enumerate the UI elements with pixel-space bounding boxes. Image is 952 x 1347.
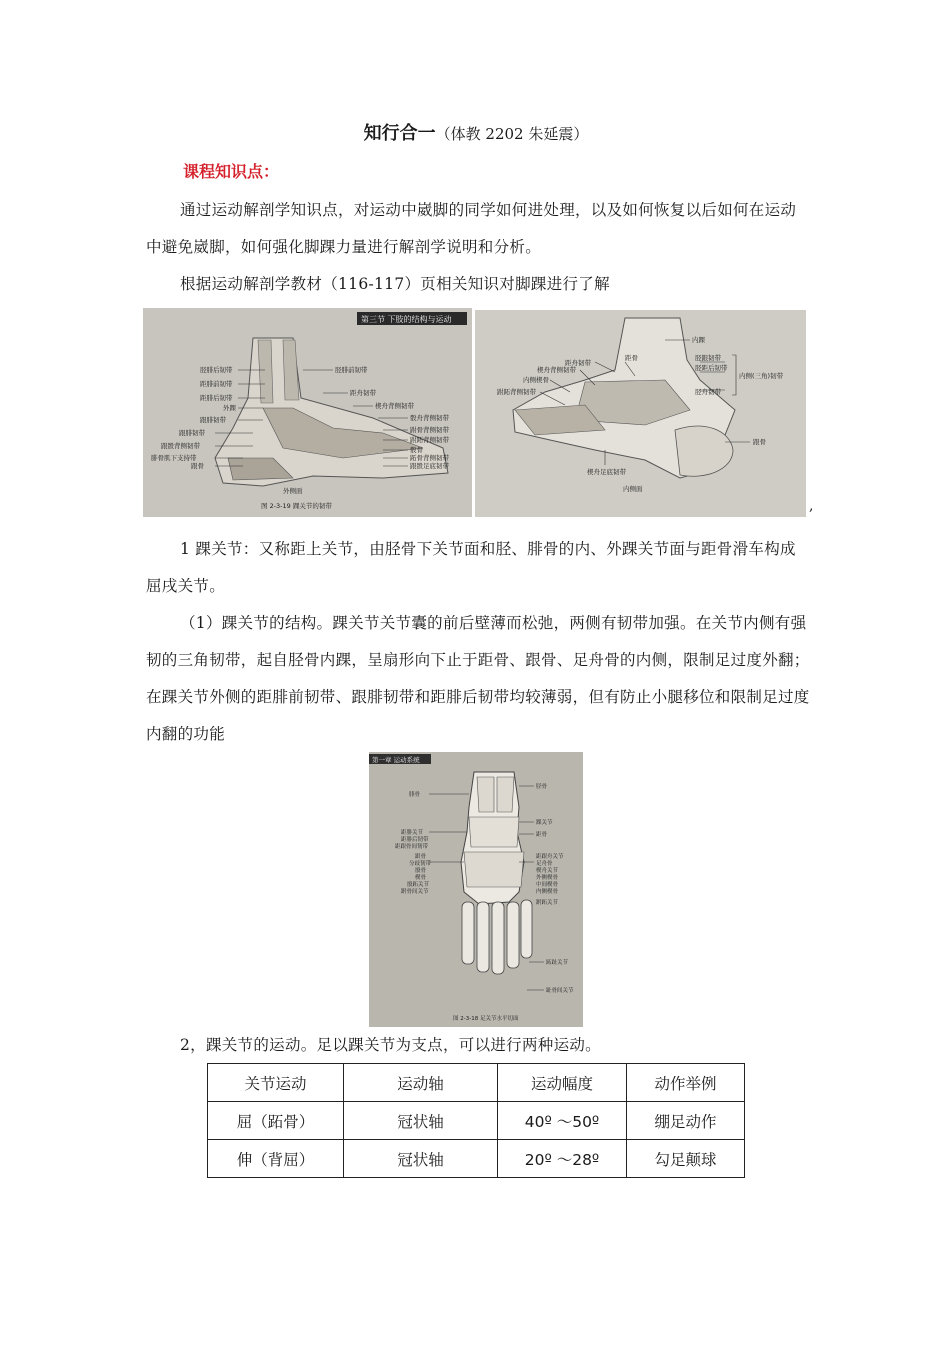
medial-label-7: 胫跟韧带	[695, 354, 721, 362]
lateral-label-16: 骰骨	[410, 446, 423, 454]
table-row	[208, 1140, 745, 1178]
lateral-label-17: 跖骨背侧韧带	[410, 454, 449, 462]
ankle-ligaments-lateral-image	[143, 308, 472, 517]
table-header-cell: 动作举例	[627, 1064, 745, 1102]
lateral-label-4: 外踝	[223, 404, 236, 412]
medial-label-3: 距骨	[625, 354, 638, 362]
foot-left-label-1: 腓骨	[409, 792, 421, 798]
table-cell: 冠状轴	[344, 1140, 498, 1178]
foot-left-label-8: 楔骨	[415, 875, 427, 881]
lateral-label-14: 跗骨背侧韧带	[410, 426, 449, 434]
medial-label-8: 胫距后韧带	[695, 364, 728, 372]
figure1-caption: 图 2-3-19 踝关节的韧带	[261, 502, 332, 510]
ankle-ligaments-medial-image	[475, 310, 806, 517]
foot-right-label-9: 内侧楔骨	[536, 889, 559, 895]
medial-panel-label: 内侧面	[623, 485, 643, 493]
table-cell: 屈（跖骨）	[208, 1102, 344, 1140]
section1-paragraph-1: 1 踝关节：又称距上关节，由胫骨下关节面和胫、腓骨的内、外踝关节面与距骨滑车构成屈戌关节。	[146, 540, 796, 595]
foot-right-label-11: 跖趾关节	[546, 960, 569, 966]
lateral-label-1: 胫腓后韧带	[200, 366, 233, 374]
ankle-motion-table	[207, 1063, 745, 1178]
table-cell: 勾足颠球	[627, 1140, 745, 1178]
foot-left-label-3: 距腓后韧带	[401, 837, 429, 843]
foot-right-label-8: 中间楔骨	[536, 882, 559, 888]
foot-right-label-10: 跗跖关节	[536, 900, 559, 906]
lateral-label-2: 距腓前韧带	[200, 380, 233, 388]
table-header-cell: 运动轴	[344, 1064, 498, 1102]
lateral-label-3: 距腓后韧带	[200, 394, 233, 402]
foot-right-label-12: 趾骨间关节	[546, 988, 574, 994]
medial-label-1: 内踝	[692, 336, 705, 344]
foot-skeleton-illustration	[369, 752, 583, 1027]
foot-left-label-5: 跟骨	[415, 854, 427, 860]
foot-right-label-3: 距骨	[536, 832, 548, 838]
table-cell: 40º ～50º	[498, 1102, 627, 1140]
foot-left-label-4: 距跟骨间韧带	[395, 844, 429, 850]
medial-label-11: 跟骨	[753, 438, 766, 446]
page-title	[0, 120, 952, 148]
figure1-trailing-mark: ,	[809, 498, 814, 514]
title-main: 知行合一	[363, 123, 436, 144]
medial-label-5: 内侧楔骨	[523, 376, 549, 384]
foot-right-label-5: 足舟骨	[536, 861, 553, 867]
title-author: （体教 2202 朱延震）	[435, 125, 589, 143]
foot-left-label-7: 骰骨	[415, 868, 427, 874]
foot-right-label-7: 外侧楔骨	[536, 875, 559, 881]
table-header-cell: 关节运动	[208, 1064, 344, 1102]
foot-right-label-2: 踝关节	[536, 820, 553, 826]
table-cell: 冠状轴	[344, 1102, 498, 1140]
table-row	[208, 1102, 745, 1140]
lateral-label-6: 跟腓韧带	[179, 429, 205, 437]
foot-left-label-2: 距腓关节	[401, 830, 424, 836]
foot-right-label-6: 楔舟关节	[536, 868, 559, 874]
lateral-label-7: 跟骰背侧韧带	[161, 442, 200, 450]
table-cell: 伸（背屈）	[208, 1140, 344, 1178]
lateral-label-11: 距舟韧带	[350, 389, 376, 397]
ankle-medial-illustration	[475, 310, 806, 517]
intro-paragraph-1: 通过运动解剖学知识点，对运动中崴脚的同学如何进处理，以及如何恢复以后如何在运动中避免崴脚，如何强化脚踝力量进行解剖学说明和分析。	[146, 201, 797, 256]
section1-paragraph-2: （1）踝关节的结构。踝关节关节囊的前后壁薄而松弛，两侧有韧带加强。在关节内侧有强韧的三角韧带，起自胫骨内踝，呈扇形向下止于距骨、跟骨、足舟骨的内侧，限制足过度外翻；在踝关节外侧的距腓前韧带、跟腓韧带和距腓后韧带均较薄弱，但有防止小腿移位和限制足过度内翻的功能	[146, 614, 810, 743]
foot-joint-section-image	[369, 752, 583, 1027]
foot-right-label-4: 距跟舟关节	[536, 854, 564, 860]
section-heading: 课程知识点：	[183, 162, 280, 181]
table-header-cell: 运动幅度	[498, 1064, 627, 1102]
foot-left-label-6: 分歧韧带	[409, 861, 432, 867]
figure2-header: 第一章 运动系统	[372, 756, 420, 764]
medial-label-6: 跗跖背侧韧带	[497, 388, 536, 396]
lateral-label-15: 跗跖背侧韧带	[410, 436, 449, 444]
medial-label-4: 楔舟背侧韧带	[537, 366, 576, 374]
foot-left-label-10: 跗骨间关节	[401, 889, 429, 895]
foot-right-label-1: 胫骨	[536, 784, 548, 790]
table-cell: 20º ～28º	[498, 1140, 627, 1178]
figure2-caption: 图 2-3-18 足关节水平切面	[453, 1016, 519, 1022]
table-cell: 绷足动作	[627, 1102, 745, 1140]
medial-label-12: 楔舟足底韧带	[587, 468, 626, 476]
lateral-label-9: 跟骨	[191, 462, 204, 470]
figure1-left-header: 第三节 下肢的结构与运动	[361, 315, 452, 324]
foot-left-label-9: 骰跖关节	[407, 882, 430, 888]
lateral-label-13: 骰舟背侧韧带	[410, 414, 449, 422]
lateral-label-10: 胫腓前韧带	[335, 366, 368, 374]
lateral-label-18: 跟骰足底韧带	[410, 462, 449, 470]
lateral-panel-label: 外侧面	[283, 487, 303, 495]
lateral-label-8: 腓骨肌下支持带	[151, 454, 197, 462]
ankle-lateral-illustration	[143, 308, 472, 517]
lateral-label-12: 楔舟背侧韧带	[375, 402, 414, 410]
table-header-row	[208, 1064, 745, 1102]
medial-label-10: 胫舟韧带	[695, 388, 721, 396]
section2-intro: 2，踝关节的运动。足以踝关节为支点，可以进行两种运动。	[180, 1036, 601, 1054]
medial-label-9: 内侧(三角)韧带	[739, 372, 784, 380]
lateral-label-5: 跟腓韧带	[200, 416, 226, 424]
intro-paragraph-2: 根据运动解剖学教材（116-117）页相关知识对脚踝进行了解	[180, 275, 610, 293]
medial-label-2: 距舟韧带	[565, 359, 591, 367]
